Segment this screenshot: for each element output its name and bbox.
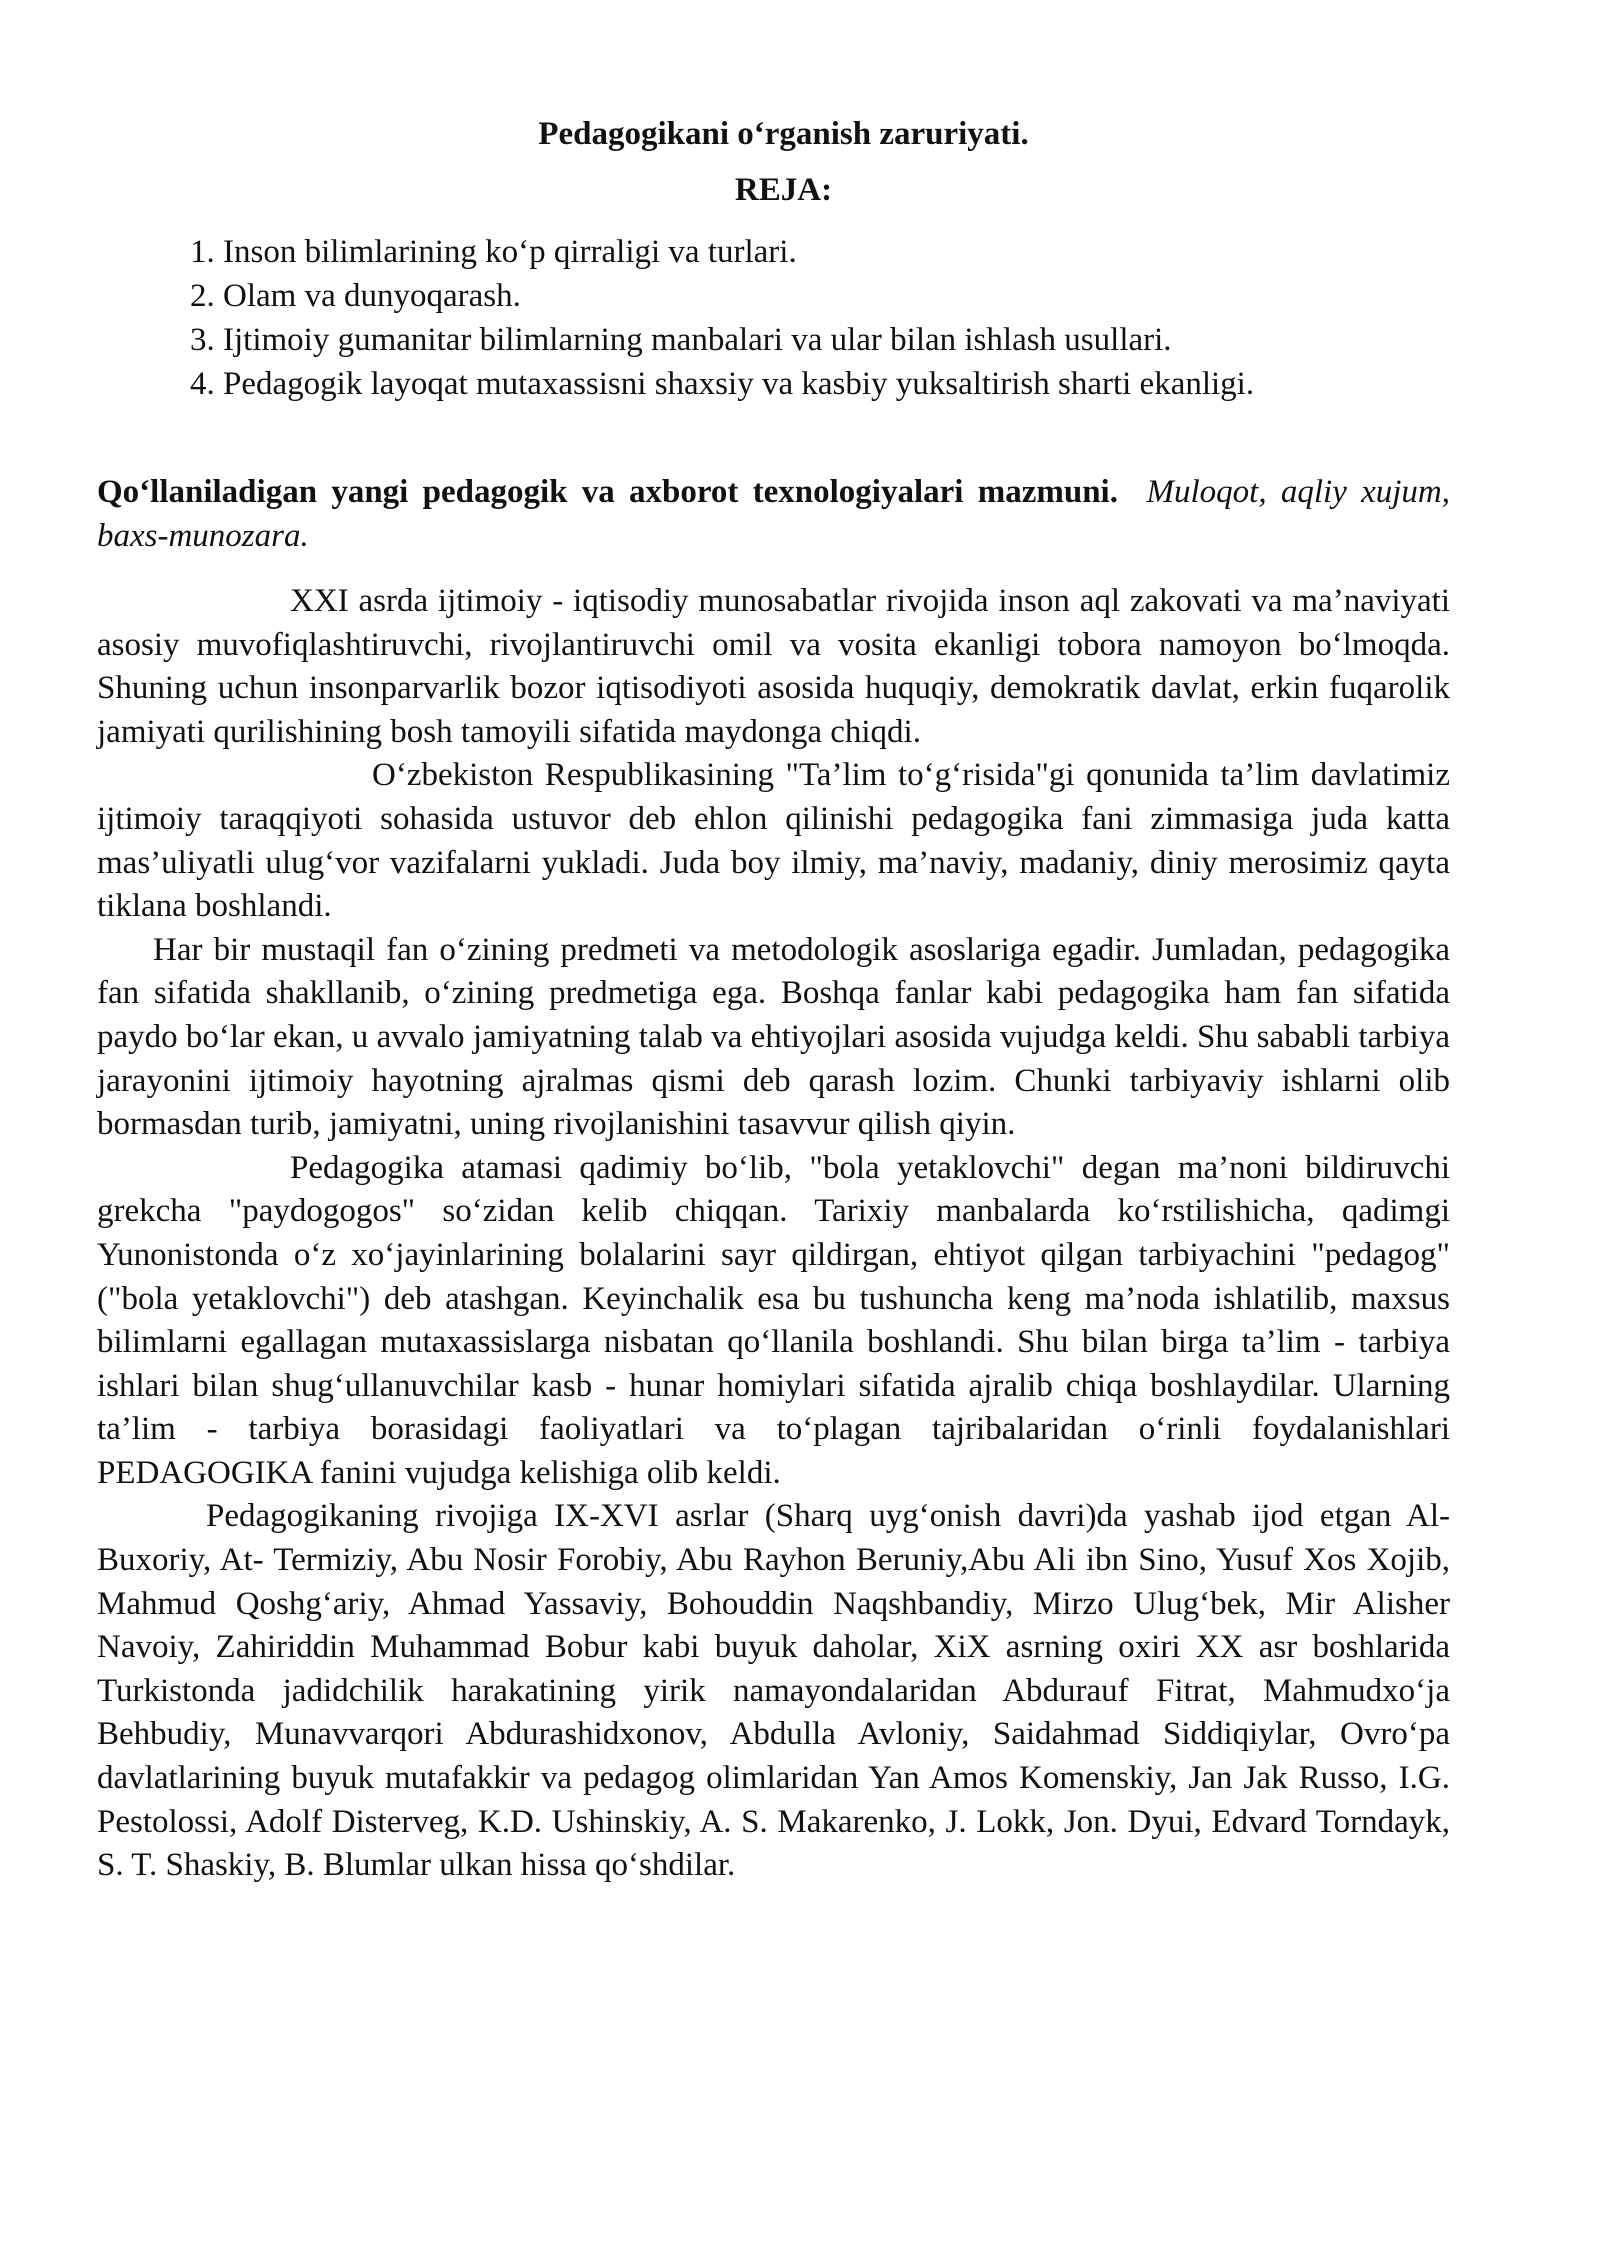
- section-heading-methods: Muloqot, aqliy xujum, baxs-munozara.: [97, 474, 1450, 554]
- plan-item: 2. Olam va dunyoqarash.: [190, 278, 521, 314]
- plan-heading: REJA:: [734, 172, 833, 208]
- body-paragraph: XXI asrda ijtimoiy - iqtisodiy munosabatlar rivojida inson aql zakovati va ma’naviyati asosiy muvofiqlashtiruvchi, rivojlantiruvchi omil va vosita ekanligi tobora namoyon bo‘lmoqda. Shuning uchun insonparvarlik bozor iqtisodiyoti asosida huquqiy, demokratik davlat, erkin fuqarolik jamiyati qurilishining bosh tamoyili sifatida maydonga chiqdi.: [97, 583, 1450, 750]
- document-title: Pedagogikani o‘rganish zaruriyati.: [538, 116, 1029, 152]
- section-heading: [97, 470, 1450, 558]
- section-heading-bold: Qo‘llaniladigan yangi pedagogik va axborot texnologiyalari mazmuni.: [97, 474, 1118, 510]
- plan-item: 3. Ijtimoiy gumanitar bilimlarning manbalari va ular bilan ishlash usullari.: [190, 322, 1172, 358]
- body-paragraph: Pedagogikaning rivojiga IX-XVI asrlar (Sharq uyg‘onish davri)da yashab ijod etgan Al-Buxoriy, At- Termiziy, Abu Nosir Forobiy, Abu Rayhon Beruniy,Abu Ali ibn Sino, Yusuf Xos Xojib, Mahmud Qoshg‘ariy, Ahmad Yassaviy, Bohouddin Naqshbandiy, Mirzo Ulug‘bek, Mir Alisher Navoiy, Zahiriddin Muhammad Bobur kabi buyuk daholar, XiX asrning oxiri XX asr boshlarida Turkistonda jadidchilik harakatining yirik namayondalaridan Abdurauf Fitrat, Mahmudxo‘ja Behbudiy, Munavvarqori Abdurashidxonov, Abdulla Avloniy, Saidahmad Siddiqiylar, Ovro‘pa davlatlarining buyuk mutafakkir va pedagog olimlaridan Yan Amos Komenskiy, Jan Jak Russo, I.G. Pestolossi, Adolf Disterveg, K.D. Ushinskiy, A. S. Makarenko, J. Lokk, Jon. Dyui, Edvard Torndayk, S. T. Shaskiy, B. Blumlar ulkan hissa qo‘shdilar.: [97, 1498, 1450, 1884]
- plan-list: [97, 230, 1450, 406]
- body-paragraph: Har bir mustaqil fan o‘zining predmeti va metodologik asoslariga egadir. Jumladan, pedagogika fan sifatida shakllanib, o‘zining predmetiga ega. Boshqa fanlar kabi pedagogika ham fan sifatida paydo bo‘lar ekan, u avvalo jamiyatning talab va ehtiyojlari asosida vujudga keldi. Shu sababli tarbiya jarayonini ijtimoiy hayotning ajralmas qismi deb qarash lozim. Chunki tarbiyaviy ishlarni olib bormasdan turib, jamiyatni, uning rivojlanishini tasavvur qilish qiyin.: [97, 931, 1450, 1143]
- body-paragraph: Pedagogika atamasi qadimiy bo‘lib, "bola yetaklovchi" degan ma’noni bildiruvchi grekcha "paydogogos" so‘zidan kelib chiqqan. Tarixiy manbalarda ko‘rstilishicha, qadimgi Yunonistonda o‘z xo‘jayinlarining bolalarini sayr qildirgan, ehtiyot qilgan tarbiyachini "pedagog" ("bola yetaklovchi") deb atashgan. Keyinchalik esa bu tushuncha keng ma’noda ishlatilib, maxsus bilimlarni egallagan mutaxassislarga nisbatan qo‘llanila boshlandi. Shu bilan birga ta’lim - tarbiya ishlari bilan shug‘ullanuvchilar kasb - hunar homiylari sifatida ajralib chiqa boshlaydilar. Ularning ta’lim - tarbiya borasidagi faoliyatlari va to‘plagan tajribalaridan o‘rinli foydalanishlari PEDAGOGIKA fanini vujudga kelishiga olib keldi.: [97, 1149, 1450, 1491]
- plan-item: 1. Inson bilimlarining ko‘p qirraligi va turlari.: [190, 234, 797, 270]
- body-paragraph: O‘zbekiston Respublikasining "Ta’lim to‘g‘risida"gi qonunida ta’lim davlatimiz ijtimoiy taraqqiyoti sohasida ustuvor deb ehlon qilinishi pedagogika fani zimmasiga juda katta mas’uliyatli ulug‘vor vazifalarni yukladi. Juda boy ilmiy, ma’naviy, madaniy, diniy merosimiz qayta tiklana boshlandi.: [97, 757, 1450, 925]
- plan-item: 4. Pedagogik layoqat mutaxassisni shaxsiy va kasbiy yuksaltirish sharti ekanligi.: [190, 366, 1255, 402]
